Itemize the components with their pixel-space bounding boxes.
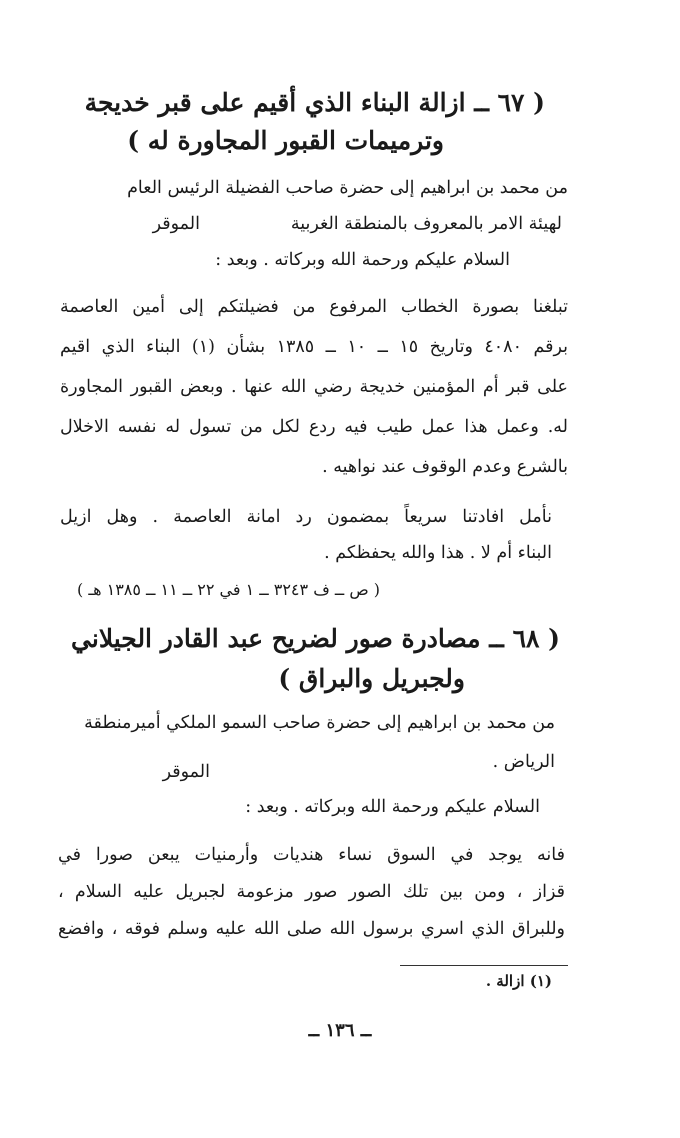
section-67-title-line-2: وترميمات القبور المجاورة له ): [127, 126, 444, 155]
section-67-para1-line-5: بالشرع وعدم الوقوف عند نواهيه .: [322, 457, 568, 477]
section-68-para1-line-1: فانه يوجد في السوق نساء هنديات وأرمنيات يبعن صورا في: [58, 845, 565, 865]
section-68-title-line-1: ( ٦٨ ــ مصادرة صور لضريح عبد القادر الجيلاني: [71, 624, 560, 653]
section-67-para1-line-1: تبلغنا بصورة الخطاب المرفوع من فضيلتكم إلى أمين العاصمة: [60, 297, 568, 317]
section-67-para2-line-1: نأمل افادتنا سريعاً بمضمون رد امانة العاصمة . وهل ازيل: [60, 507, 552, 527]
section-68-title-line-2: ولجبريل والبراق ): [278, 664, 465, 693]
section-67-reference: ( ص ــ ف ٣٢٤٣ ــ ١ في ٢٢ ــ ١١ ــ ١٣٨٥ هـ ): [77, 580, 380, 599]
footnote-divider: [400, 965, 568, 966]
section-68-para1-line-3: وللبراق الذي اسري برسول الله صلى الله عليه وسلم فوقه ، وافضع: [58, 919, 565, 939]
section-67-para2-line-2: البناء أم لا . هذا والله يحفظكم .: [324, 543, 552, 563]
page-number: ــ ١٣٦ ــ: [308, 1020, 372, 1041]
section-68-honorific: الموقر: [162, 762, 210, 782]
section-67-title-line-1: ( ٦٧ ــ ازالة البناء الذي أقيم على قبر خديجة: [84, 88, 545, 117]
section-68-addressee-line-1: من محمد بن ابراهيم إلى حضرة صاحب السمو الملكي أميرمنطقة: [84, 713, 555, 733]
section-67-para1-line-3: على قبر أم المؤمنين خديجة رضي الله عنها . وبعض القبور المجاورة: [60, 377, 568, 397]
section-68-para1-line-2: قزاز ، ومن بين تلك الصور صور مزعومة لجبريل عليه السلام ،: [58, 882, 565, 902]
section-67-greeting: السلام عليكم ورحمة الله وبركاته . وبعد :: [215, 250, 510, 270]
section-68-greeting: السلام عليكم ورحمة الله وبركاته . وبعد :: [245, 797, 540, 817]
section-67-addressee-line-2: لهيئة الامر بالمعروف بالمنطقة الغربية: [290, 214, 562, 234]
section-67-para1-line-2: برقم ٤٠٨٠ وتاريخ ١٥ ــ ١٠ ــ ١٣٨٥ بشأن (١) البناء الذي اقيم: [60, 337, 568, 357]
section-67-honorific: الموقر: [152, 214, 200, 234]
section-67-para1-line-4: له. وعمل هذا عمل طيب فيه ردع لكل من تسول له نفسه الاخلال: [60, 417, 568, 437]
section-67-addressee-line-1: من محمد بن ابراهيم إلى حضرة صاحب الفضيلة الرئيس العام: [127, 178, 568, 198]
footnote: (١) ازالة .: [485, 972, 552, 990]
section-68-addressee-line-2: الرياض .: [492, 752, 555, 772]
